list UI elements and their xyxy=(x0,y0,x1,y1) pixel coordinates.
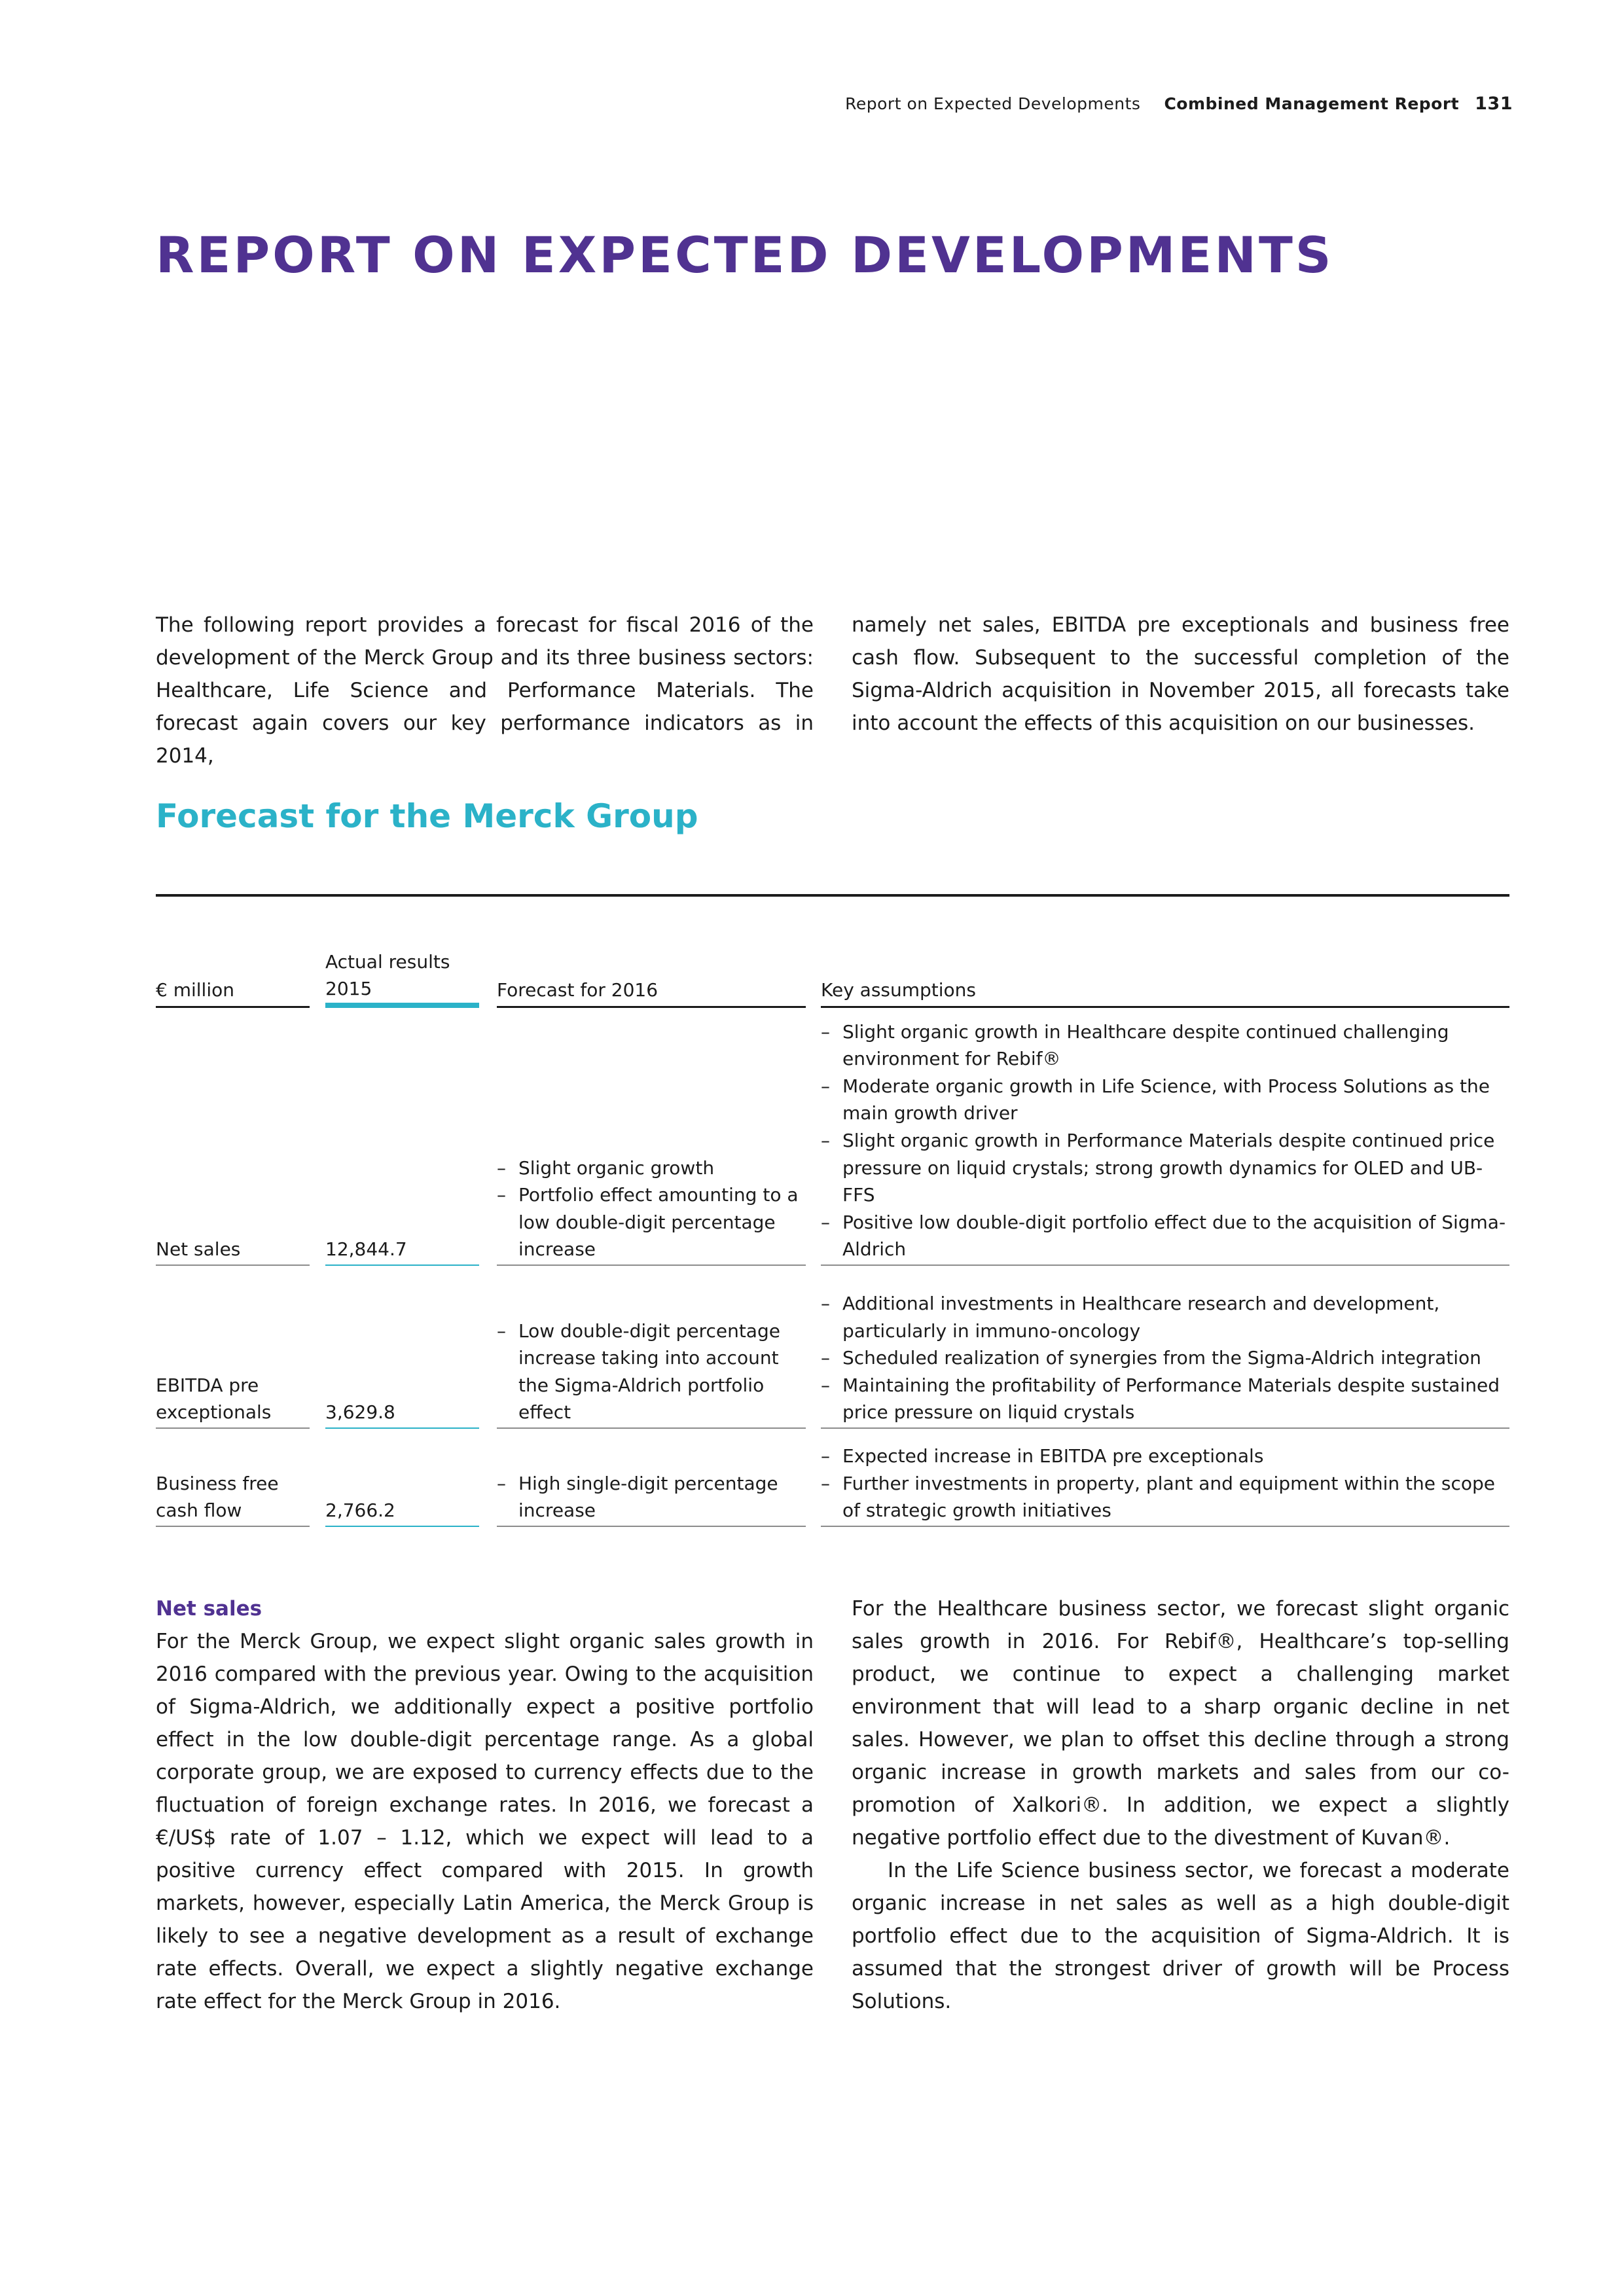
list-item: – Slight organic growth in Healthcare despite continued challenging environment for Rebif® xyxy=(821,1018,1509,1073)
row-forecast xyxy=(497,1318,806,1429)
row-forecast xyxy=(497,1470,806,1527)
list-item: – Maintaining the profitability of Performance Materials despite sustained price pressure on liquid crystals xyxy=(821,1372,1509,1426)
forecast-list xyxy=(497,1155,806,1263)
row-label xyxy=(156,1372,310,1429)
intro-paragraph-right: namely net sales, EBITDA pre exceptionals and business free cash flow. Subsequent to the successful completion of the Sigma-Aldrich acquisition in November 2015, all forecasts take into account the effects of this acquisition on our businesses. xyxy=(852,613,1509,735)
table-row xyxy=(156,1443,1509,1527)
header-forecast: Forecast for 2016 xyxy=(497,977,806,1008)
assumptions-list xyxy=(821,1018,1509,1263)
list-item: – Positive low double-digit portfolio effect due to the acquisition of Sigma-Aldrich xyxy=(821,1209,1509,1263)
net-sales-right-column xyxy=(852,1592,1509,2018)
net-sales-section xyxy=(156,1592,1509,2018)
row-label xyxy=(156,1470,310,1527)
table-row xyxy=(156,1281,1509,1429)
section-title: Forecast for the Merck Group xyxy=(156,797,698,835)
list-item: – Low double-digit percentage increase taking into account the Sigma-Aldrich portfolio effect xyxy=(497,1318,806,1426)
row-forecast xyxy=(497,1155,806,1266)
list-item: – Slight organic growth in Performance Materials despite continued price pressure on liquid crystals; strong growth dynamics for OLED and UB-FFS xyxy=(821,1127,1509,1209)
list-item: – High single-digit percentage increase xyxy=(497,1470,806,1524)
net-sales-left-column xyxy=(156,1592,814,2018)
running-header-report: Combined Management Report xyxy=(1164,94,1460,113)
list-item: – Slight organic growth xyxy=(497,1155,806,1182)
forecast-list xyxy=(497,1318,806,1426)
assumptions-list xyxy=(821,1290,1509,1426)
intro-left-column xyxy=(156,609,814,772)
page-number: 131 xyxy=(1475,94,1513,114)
table-row xyxy=(156,1013,1509,1266)
intro-right-column xyxy=(852,609,1509,772)
row-assumptions xyxy=(821,1443,1509,1527)
net-sales-paragraph-left: For the Merck Group, we expect slight organic sales growth in 2016 compared with the previous year. Owing to the acquisition of Sigma-Aldrich, we additionally expect a positive portfolio effect in the low double-digit percentage range. As a global corporate group, we are exposed to currency effects due to the fluctuation of foreign exchange rates. In 2016, we forecast a €/US$ rate of 1.07 – 1.12, which we expect will lead to a positive currency effect compared with 2015. In growth markets, however, especially Latin America, the Merck Group is likely to see a negative development as a result of exchange rate effects. Overall, we expect a slightly negative exchange rate effect for the Merck Group in 2016. xyxy=(156,1630,814,2013)
assumptions-list xyxy=(821,1443,1509,1524)
header-actual-line2: 2015 xyxy=(325,978,372,1000)
table-top-rule xyxy=(156,894,1509,897)
row-actual-value xyxy=(325,1497,479,1527)
row-assumptions xyxy=(821,1290,1509,1429)
net-sales-heading: Net sales xyxy=(156,1597,262,1621)
running-header-section: Report on Expected Developments xyxy=(845,94,1141,113)
row-label-text: Net sales xyxy=(156,1238,241,1261)
list-item: – Further investments in property, plant and equipment within the scope of strategic growth initiatives xyxy=(821,1470,1509,1524)
row-actual-text: 2,766.2 xyxy=(325,1499,395,1522)
header-key-assumptions: Key assumptions xyxy=(821,977,1509,1008)
list-item: – Additional investments in Healthcare research and development, particularly in immuno-oncology xyxy=(821,1290,1509,1344)
row-assumptions xyxy=(821,1018,1509,1266)
row-label-text: EBITDA pre exceptionals xyxy=(156,1374,272,1424)
net-sales-paragraph-right-1: For the Healthcare business sector, we forecast slight organic sales growth in 2016. For Rebif®, Healthcare’s top-selling product, we continue to expect a challenging market environment that will lead to a sharp organic decline in net sales. However, we plan to offset this decline through a strong organic increase in growth markets and sales from our co-promotion of Xalkori®. In addition, we expect a slightly negative portfolio effect due to the divestment of Kuvan®. xyxy=(852,1597,1509,1850)
row-actual-value xyxy=(325,1236,479,1266)
list-item: – Portfolio effect amounting to a low double-digit percentage increase xyxy=(497,1181,806,1263)
header-actual-results xyxy=(325,948,479,1008)
row-actual-text: 12,844.7 xyxy=(325,1238,407,1261)
net-sales-paragraph-right-2: In the Life Science business sector, we forecast a moderate organic increase in net sales as well as a high double-digit portfolio effect due to the acquisition of Sigma-Aldrich. It is assumed that the strongest driver of growth will be Process Solutions. xyxy=(852,1859,1509,2013)
page-title: REPORT ON EXPECTED DEVELOPMENTS xyxy=(156,226,1334,284)
intro-paragraph-left: The following report provides a forecast for fiscal 2016 of the development of the Merck Group and its three business sectors: Healthcare, Life Science and Performance Materials. The forecast again covers our key performance indicators as in 2014, xyxy=(156,613,814,768)
running-header xyxy=(845,94,1513,114)
intro-text xyxy=(156,609,1509,772)
list-item: – Scheduled realization of synergies from the Sigma-Aldrich integration xyxy=(821,1344,1509,1372)
list-item: – Moderate organic growth in Life Science, with Process Solutions as the main growth driver xyxy=(821,1073,1509,1127)
list-item: – Expected increase in EBITDA pre exceptionals xyxy=(821,1443,1509,1470)
forecast-list xyxy=(497,1470,806,1524)
forecast-table-header xyxy=(156,949,1509,1008)
row-label xyxy=(156,1236,310,1266)
row-actual-value xyxy=(325,1399,479,1429)
row-actual-text: 3,629.8 xyxy=(325,1401,395,1424)
header-actual-line1: Actual results xyxy=(325,950,450,973)
header-unit: € million xyxy=(156,977,310,1008)
row-label-text: Business free cash flow xyxy=(156,1472,279,1522)
